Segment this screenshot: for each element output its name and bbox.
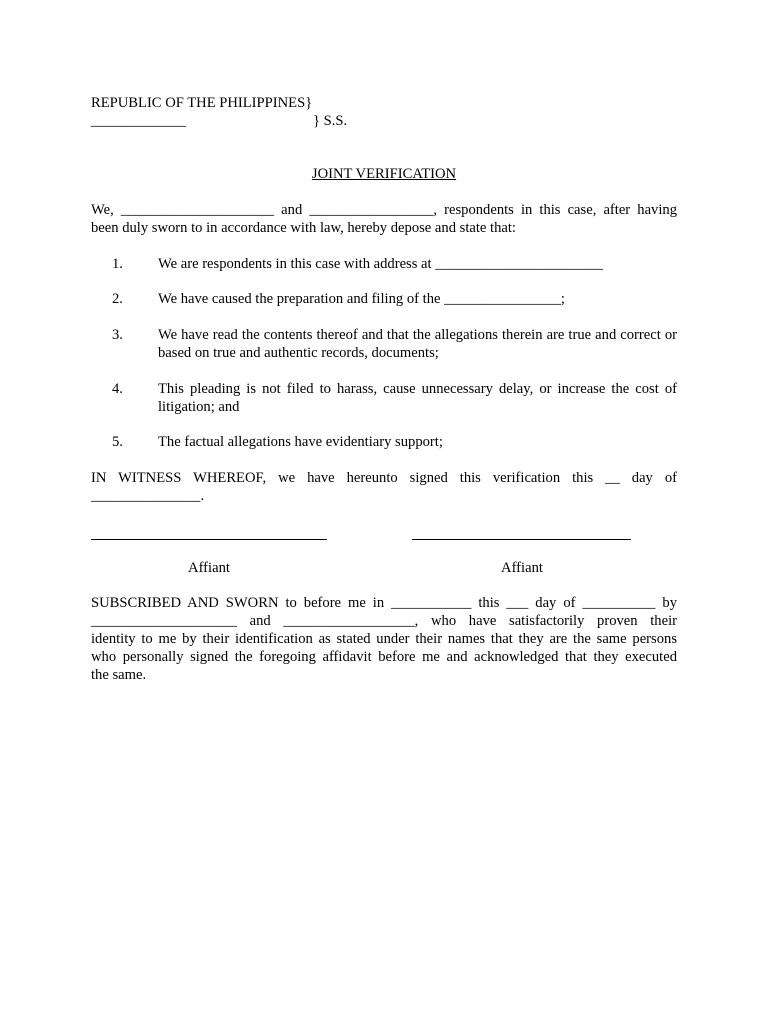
item-2-text: We have caused the preparation and filing of the ________________;: [158, 291, 565, 307]
affiant-label-right: Affiant: [501, 560, 543, 576]
item-1-number: 1.: [112, 256, 123, 272]
signature-line-left: [91, 539, 327, 540]
document-title: JOINT VERIFICATION: [311, 166, 457, 182]
item-3-text: We have read the contents thereof and that the allegations therein are true and correct or based on true and authentic records, documents;: [158, 327, 677, 361]
signature-line-right: [412, 539, 631, 540]
witness-line-2: _______________.: [91, 488, 205, 504]
venue-blank: _____________: [91, 113, 186, 129]
intro-line-1: We, _____________________ and _________________, respondents in this case, after having: [91, 202, 677, 218]
item-5-number: 5.: [112, 434, 123, 450]
item-1-text: We are respondents in this case with address at _______________________: [158, 256, 604, 272]
item-4-number: 4.: [112, 381, 123, 397]
jurat-line-2: ____________________ and __________________, who have satisfactorily proven their: [91, 613, 677, 629]
jurat-line-3: identity to me by their identification as stated under their names that they are the same persons: [91, 631, 677, 647]
jurat-line-5: the same.: [91, 667, 147, 683]
item-5-text: The factual allegations have evidentiary support;: [158, 434, 443, 450]
jurat-line-1: SUBSCRIBED AND SWORN to before me in ___________ this ___ day of __________ by: [91, 595, 677, 611]
intro-line-2: been duly sworn to in accordance with law, hereby depose and state that:: [91, 220, 516, 236]
affiant-label-left: Affiant: [188, 560, 230, 576]
item-3-number: 3.: [112, 327, 123, 343]
venue-ss: } S.S.: [313, 113, 348, 129]
jurat-line-4: who personally signed the foregoing affidavit before me and acknowledged that they executed: [91, 649, 677, 665]
item-4-text: This pleading is not filed to harass, cause unnecessary delay, or increase the cost of litigation; and: [158, 381, 677, 415]
venue-republic: REPUBLIC OF THE PHILIPPINES}: [91, 95, 313, 111]
item-2-number: 2.: [112, 291, 123, 307]
witness-line-1: IN WITNESS WHEREOF, we have hereunto signed this verification this __ day of: [91, 470, 677, 486]
